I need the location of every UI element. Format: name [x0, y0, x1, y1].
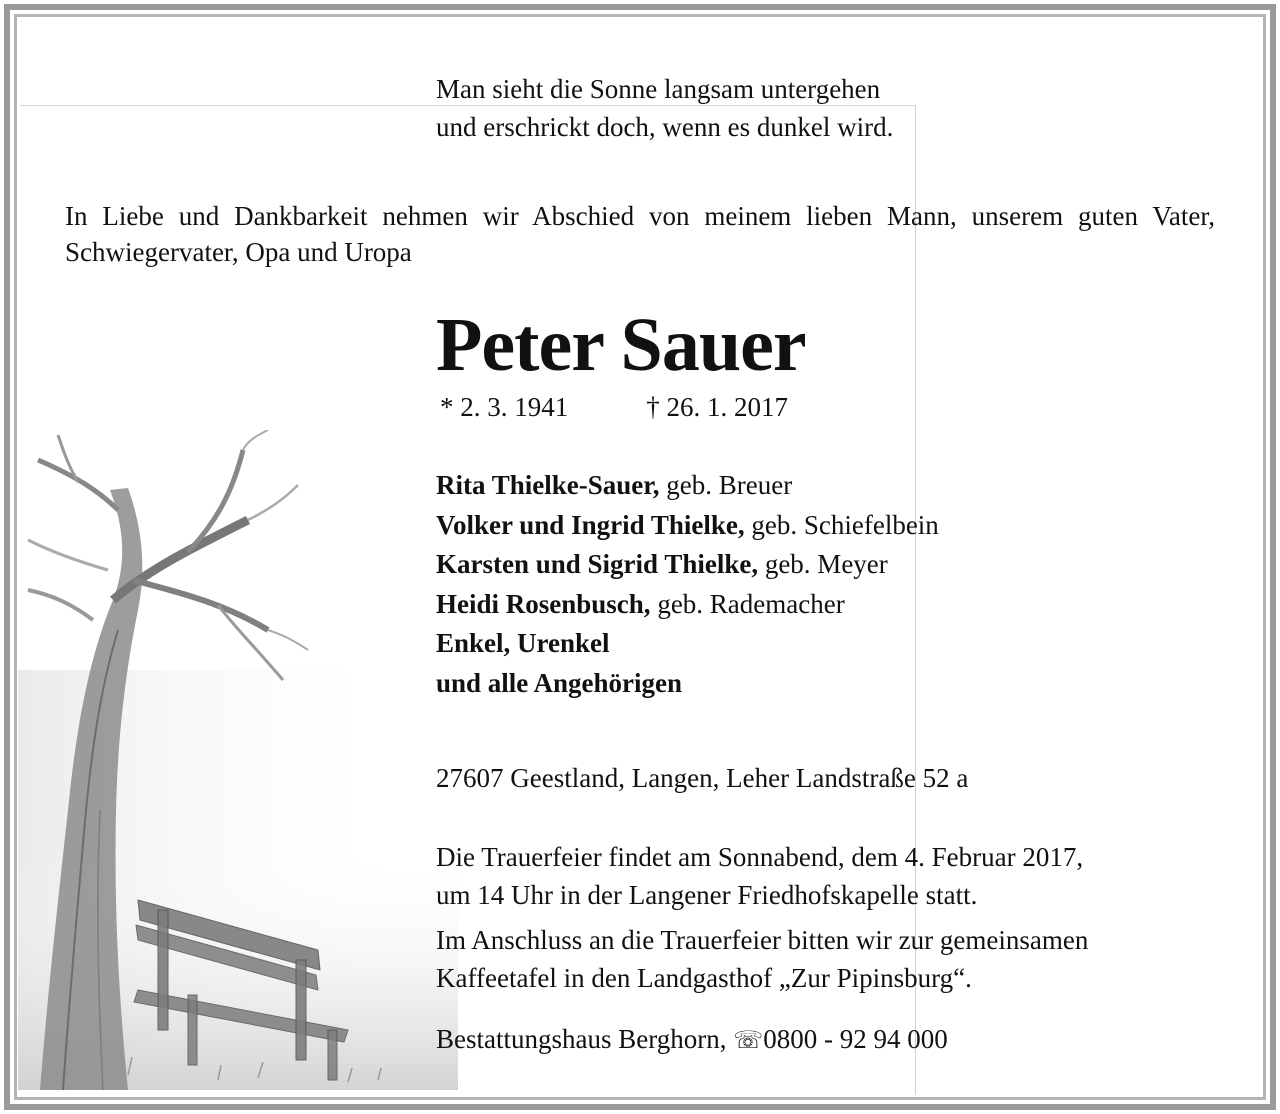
- undertaker-name: Bestattungshaus Berghorn,: [436, 1024, 727, 1054]
- mourner-note: geb. Meyer: [758, 549, 888, 579]
- undertaker-info: [436, 1020, 948, 1060]
- motto-verse: [436, 70, 893, 146]
- funeral-info: [436, 838, 1083, 914]
- tree-and-bench-illustration: [18, 430, 458, 1090]
- mourner-entry: [436, 506, 939, 546]
- funeral-line-2: um 14 Uhr in der Langener Friedhofskapelle statt.: [436, 880, 978, 910]
- mourners-list: [436, 466, 939, 703]
- mourner-note: geb. Schiefelbein: [744, 509, 939, 540]
- mourner-note: geb. Breuer: [659, 470, 793, 500]
- mourner-entry: [436, 466, 939, 506]
- mourner-name: und alle Angehörigen: [436, 667, 683, 698]
- mourner-name: Volker und Ingrid Thielke,: [436, 509, 745, 540]
- mourner-entry: [436, 664, 939, 704]
- coffee-line-2: Kaffeetafel in den Landgasthof „Zur Pipinsburg“.: [436, 963, 972, 993]
- coffee-line-1: Im Anschluss an die Trauerfeier bitten wir zur gemeinsamen: [436, 925, 1089, 955]
- mourner-name: Karsten und Sigrid Thielke,: [436, 549, 759, 579]
- death-date: † 26. 1. 2017: [646, 392, 788, 422]
- mourner-entry: [436, 545, 939, 585]
- coffee-info: [436, 921, 1088, 997]
- telephone-icon: ☏: [733, 1028, 764, 1054]
- undertaker-phone: 0800 - 92 94 000: [763, 1024, 948, 1054]
- mourner-name: Rita Thielke-Sauer,: [436, 470, 660, 500]
- birth-date: * 2. 3. 1941: [440, 392, 569, 422]
- family-address: 27607 Geestland, Langen, Leher Landstraße 52 a: [436, 763, 969, 793]
- mourner-entry: [436, 585, 939, 625]
- mourner-note: geb. Rademacher: [650, 588, 845, 619]
- funeral-line-1: Die Trauerfeier findet am Sonnabend, dem 4. Februar 2017,: [436, 842, 1084, 872]
- mourner-name: Enkel, Urenkel: [436, 628, 610, 658]
- mourner-entry: [436, 624, 939, 664]
- motto-line-1: Man sieht die Sonne langsam untergehen: [436, 74, 881, 104]
- motto-line-2: und erschrickt doch, wenn es dunkel wird.: [436, 112, 894, 142]
- intro-text: In Liebe und Dankbarkeit nehmen wir Abschied von meinem lieben Mann, unserem guten Vater, Schwiegervater, Opa und Uropa: [65, 201, 1215, 267]
- mourner-name: Heidi Rosenbusch,: [436, 588, 651, 619]
- life-dates: [440, 388, 788, 426]
- deceased-name: Peter Sauer: [436, 303, 806, 387]
